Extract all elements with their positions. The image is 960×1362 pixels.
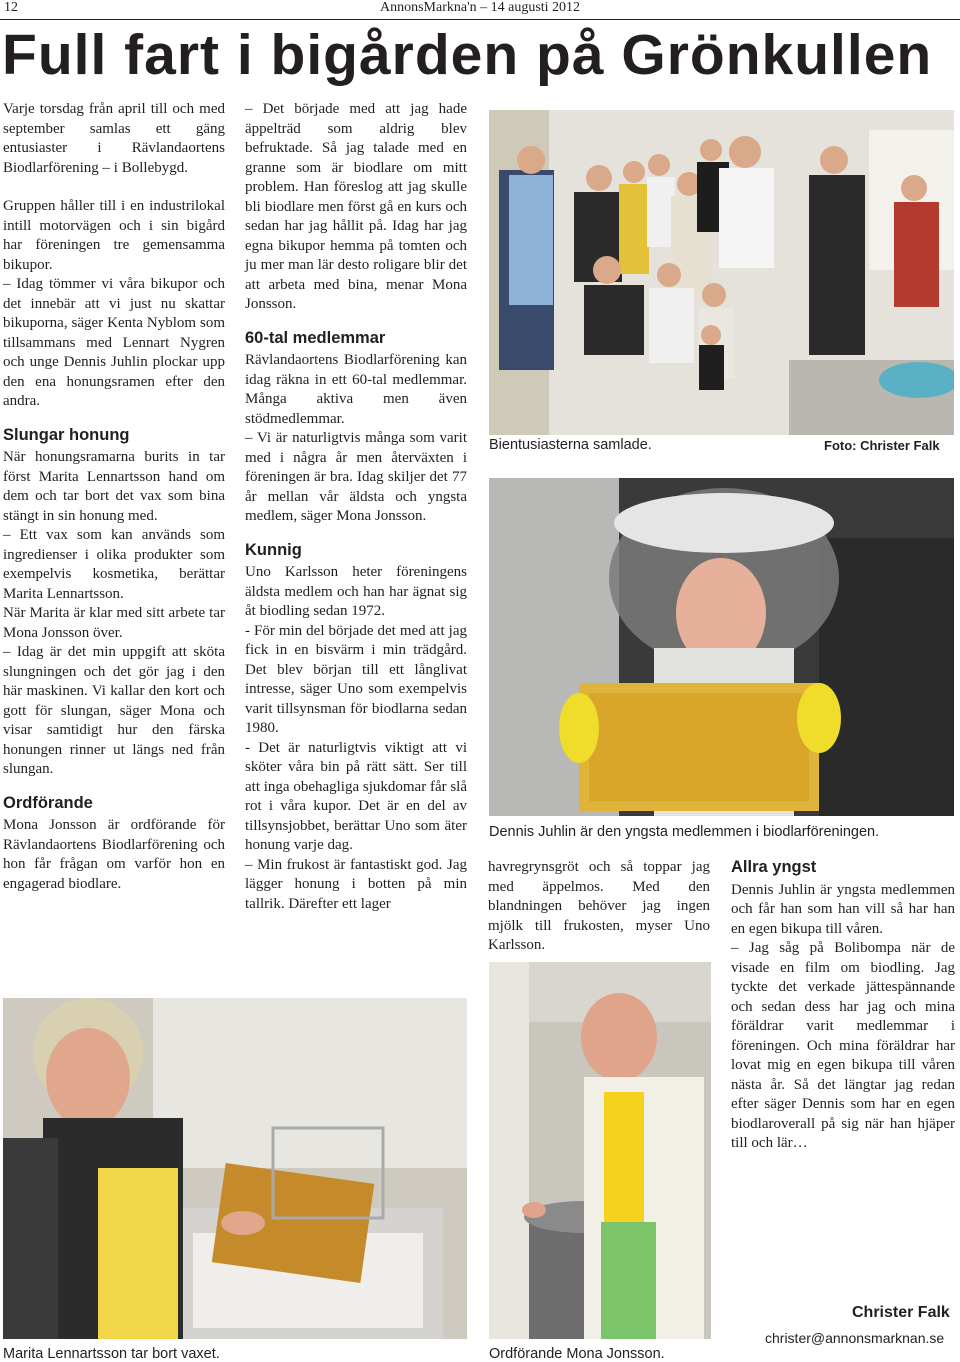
wax-removal-photo	[3, 998, 467, 1339]
paragraph: – Min frukost är fantastiskt god. Jag lägger honung i botten på min tallrik. Därefter ett lager	[245, 856, 467, 912]
byline-email[interactable]: christer@annonsmarknan.se	[765, 1330, 945, 1346]
subheading-kunnig: Kunnig	[245, 540, 302, 559]
subheading-allra-yngst: Allra yngst	[731, 858, 817, 876]
photo-credit: Foto: Christer Falk	[824, 438, 940, 453]
subheading-slungar-honung: Slungar honung	[3, 425, 130, 444]
article-column-4	[731, 858, 955, 1154]
paragraph: – Vi är naturligtvis många som varit med i några år men återväxten i föreningen är bra. Idag skiljer det 77 år mellan vår äldsta och yngsta medlem, säger Mona Jonsson.	[245, 430, 467, 524]
subheading-ordforande: Ordförande	[3, 793, 93, 812]
paragraph: – Jag såg på Bolibompa när de visade en film om biodling. Jag tyckte det verkade jättespännande och sedan dess har jag och mina föräldrar varit medlemmar i föreningen. Och mina föräldrar har lovat mig en egen bikupa till våren nästa år. Så det längtar jag redan efter säger Dennis som har en egen biodlaroverall på sig när han hjäper till och lär…	[731, 940, 955, 1151]
paragraph: När honungsramarna burits in tar först Marita Lennartsson hand om dem och tar bort det vax som bina stängt in sin honung med.	[3, 449, 225, 524]
paragraph: Mona Jonsson är ordförande för Rävlandaortens Biodlarförening och hon får frågan om varför hon en engagerad biodlare.	[3, 817, 225, 892]
caption-boy: Dennis Juhlin är den yngsta medlemmen i biodlarföreningen.	[489, 824, 880, 840]
article-column-1	[3, 100, 225, 894]
paragraph: – Idag tömmer vi våra bikupor och det innebär att vi just nu skattar bikuporna, säger Kenta Nyblom som tillsammans med Lennart Nygren och unge Dennis Juhlin plockar upp den ena honungsramen efter den andra.	[3, 276, 225, 409]
honey-extractor-photo	[489, 962, 711, 1339]
paragraph: – Ett vax som kan används som ingredienser i olika produkter som exempelvis kosmetika, berättar Marita Lennartsson.	[3, 527, 225, 602]
beekeeper-boy-photo	[489, 478, 954, 816]
group-photo	[489, 110, 954, 435]
paragraph: havregrynsgröt och så toppar jag med äppelmos. Med den blandningen behöver jag ingen mjölk till frukosten, myser Uno Karlsson.	[488, 859, 710, 953]
publication-line: AnnonsMarkna'n – 14 augusti 2012	[380, 0, 581, 15]
paragraph: - För min del började det med att jag fick in en bisvärm i min trädgård. Det blev början till ett långlivat intresse, säger Uno som exempelvis varit tillsynsman för biodlarna sedan 1980.	[245, 622, 467, 736]
caption-marita: Marita Lennartsson tar bort vaxet.	[3, 1346, 220, 1362]
paragraph: När Marita är klar med sitt arbete tar Mona Jonsson över.	[3, 605, 225, 641]
paragraph: - Det är naturligtvis viktigt att vi sköter våra bin på rätt sätt. Ser till att inga obehagliga sjukdomar får slå rot i våra kupor. Det är en del av tillsynsjobbet, berättar Uno som äter honung varje dag.	[245, 739, 468, 853]
article-column-2	[245, 100, 467, 914]
caption-mona: Ordförande Mona Jonsson.	[489, 1346, 665, 1362]
paragraph: Dennis Juhlin är yngsta medlemmen och får han som han vill så har han en egen bikupa till våren.	[731, 881, 955, 937]
subheading-60-tal-medlemmar: 60-tal medlemmar	[245, 328, 386, 347]
intro-paragraph: Varje torsdag från april till och med september samlas ett gäng entusiaster i Rävlandaortens Biodlarförening – i Bollebygd.	[3, 101, 225, 176]
paragraph: – Det började med att jag hade äppelträd som aldrig blev befruktade. Så jag talade med en granne som är biodlare om mitt problem. Han föreslog att jag skulle bli biodlare men först gå en kurs och sedan har jag hållit på. Idag har jag egna bikupor hemma på tomten och ju mer man lär desto roligare blir det att arbeta med bina, menar Mona Jonsson.	[245, 101, 467, 312]
header-rule	[0, 19, 960, 20]
paragraph: – Idag är det min uppgift att sköta slungningen och det gör jag i den här maskinen. Vi kallar den kort och gott för slungan, säger Mona och visar samtidigt hur den färska honungen rinner ut längs ned från slungan.	[3, 644, 225, 777]
paragraph: Gruppen håller till i en industrilokal intill motorvägen och i sin bigård har föreningen tre gemensamma bikupor.	[3, 198, 225, 273]
page-number: 12	[4, 0, 18, 15]
caption-group: Bientusiasterna samlade.	[489, 437, 652, 453]
article-column-3	[488, 858, 710, 956]
headline: Full fart i bigården på Grönkullen	[2, 23, 933, 87]
byline-name: Christer Falk	[852, 1304, 950, 1321]
paragraph: Uno Karlsson heter föreningens äldsta medlem och han har ägnat sig åt biodling sedan 1972.	[245, 564, 467, 619]
paragraph: Rävlandaortens Biodlarförening kan idag räkna in ett 60-tal medlemmar. Många aktiva men även stödmedlemmar.	[245, 352, 467, 427]
